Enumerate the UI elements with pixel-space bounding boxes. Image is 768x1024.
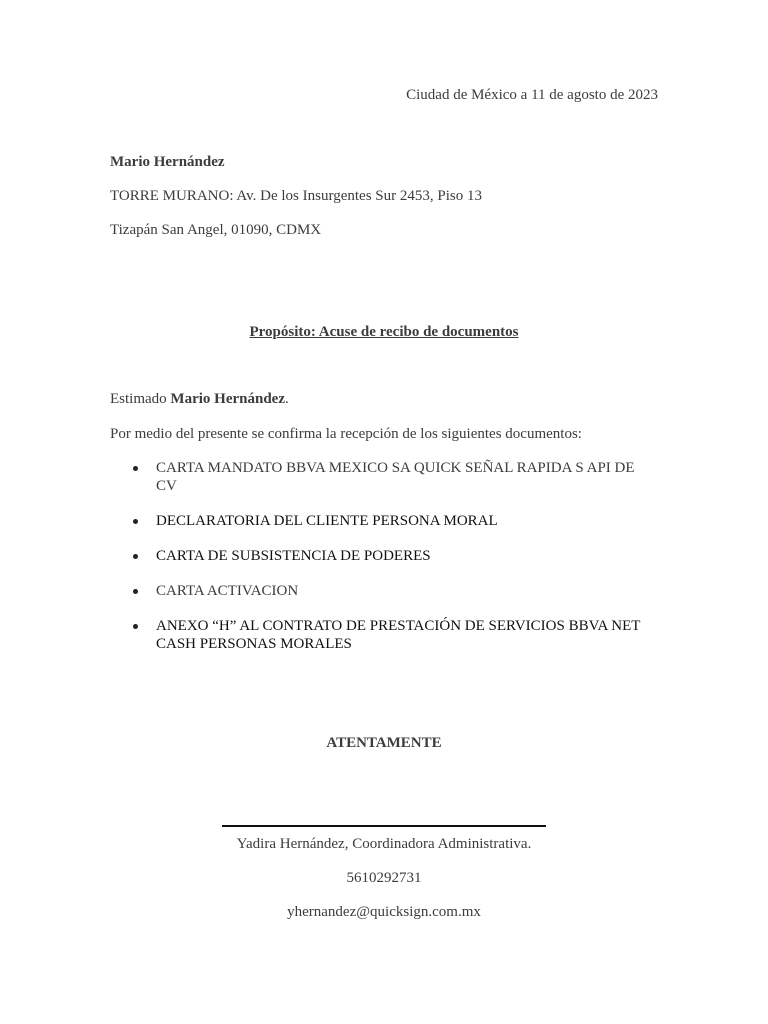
- greeting-suffix: .: [284, 391, 289, 407]
- signer-name: Yadira Hernández, Coordinadora Administrativa.: [236, 836, 532, 852]
- document-item-4: CARTA ACTIVACION: [132, 582, 652, 600]
- closing: ATENTAMENTE: [326, 735, 442, 751]
- greeting: [110, 390, 289, 408]
- signer-email: yhernandez@quicksign.com.mx: [287, 904, 481, 920]
- greeting-prefix: Estimado: [110, 391, 171, 407]
- signer-phone: 5610292731: [346, 870, 422, 886]
- recipient-name: Mario Hernández: [110, 154, 225, 170]
- recipient-address-line-1: TORRE MURANO: Av. De los Insurgentes Sur 2453, Piso 13: [110, 188, 482, 204]
- document-item-2: DECLARATORIA DEL CLIENTE PERSONA MORAL: [132, 512, 652, 530]
- greeting-name: Mario Hernández: [170, 391, 285, 407]
- document-item-1: CARTA MANDATO BBVA MEXICO SA QUICK SEÑAL RAPIDA S API DE CV: [132, 459, 652, 495]
- intro-paragraph: Por medio del presente se confirma la recepción de los siguientes documentos:: [110, 426, 582, 442]
- letter-date: Ciudad de México a 11 de agosto de 2023: [406, 87, 658, 103]
- documents-list: [132, 459, 652, 670]
- subject-text: Propósito: Acuse de recibo de documentos: [249, 324, 519, 340]
- document-item-5: ANEXO “H” AL CONTRATO DE PRESTACIÓN DE SERVICIOS BBVA NET CASH PERSONAS MORALES: [132, 617, 652, 653]
- recipient-address-line-2: Tizapán San Angel, 01090, CDMX: [110, 222, 322, 238]
- document-item-3: CARTA DE SUBSISTENCIA DE PODERES: [132, 547, 652, 565]
- signature-line: [222, 825, 546, 827]
- subject-line: [0, 323, 768, 341]
